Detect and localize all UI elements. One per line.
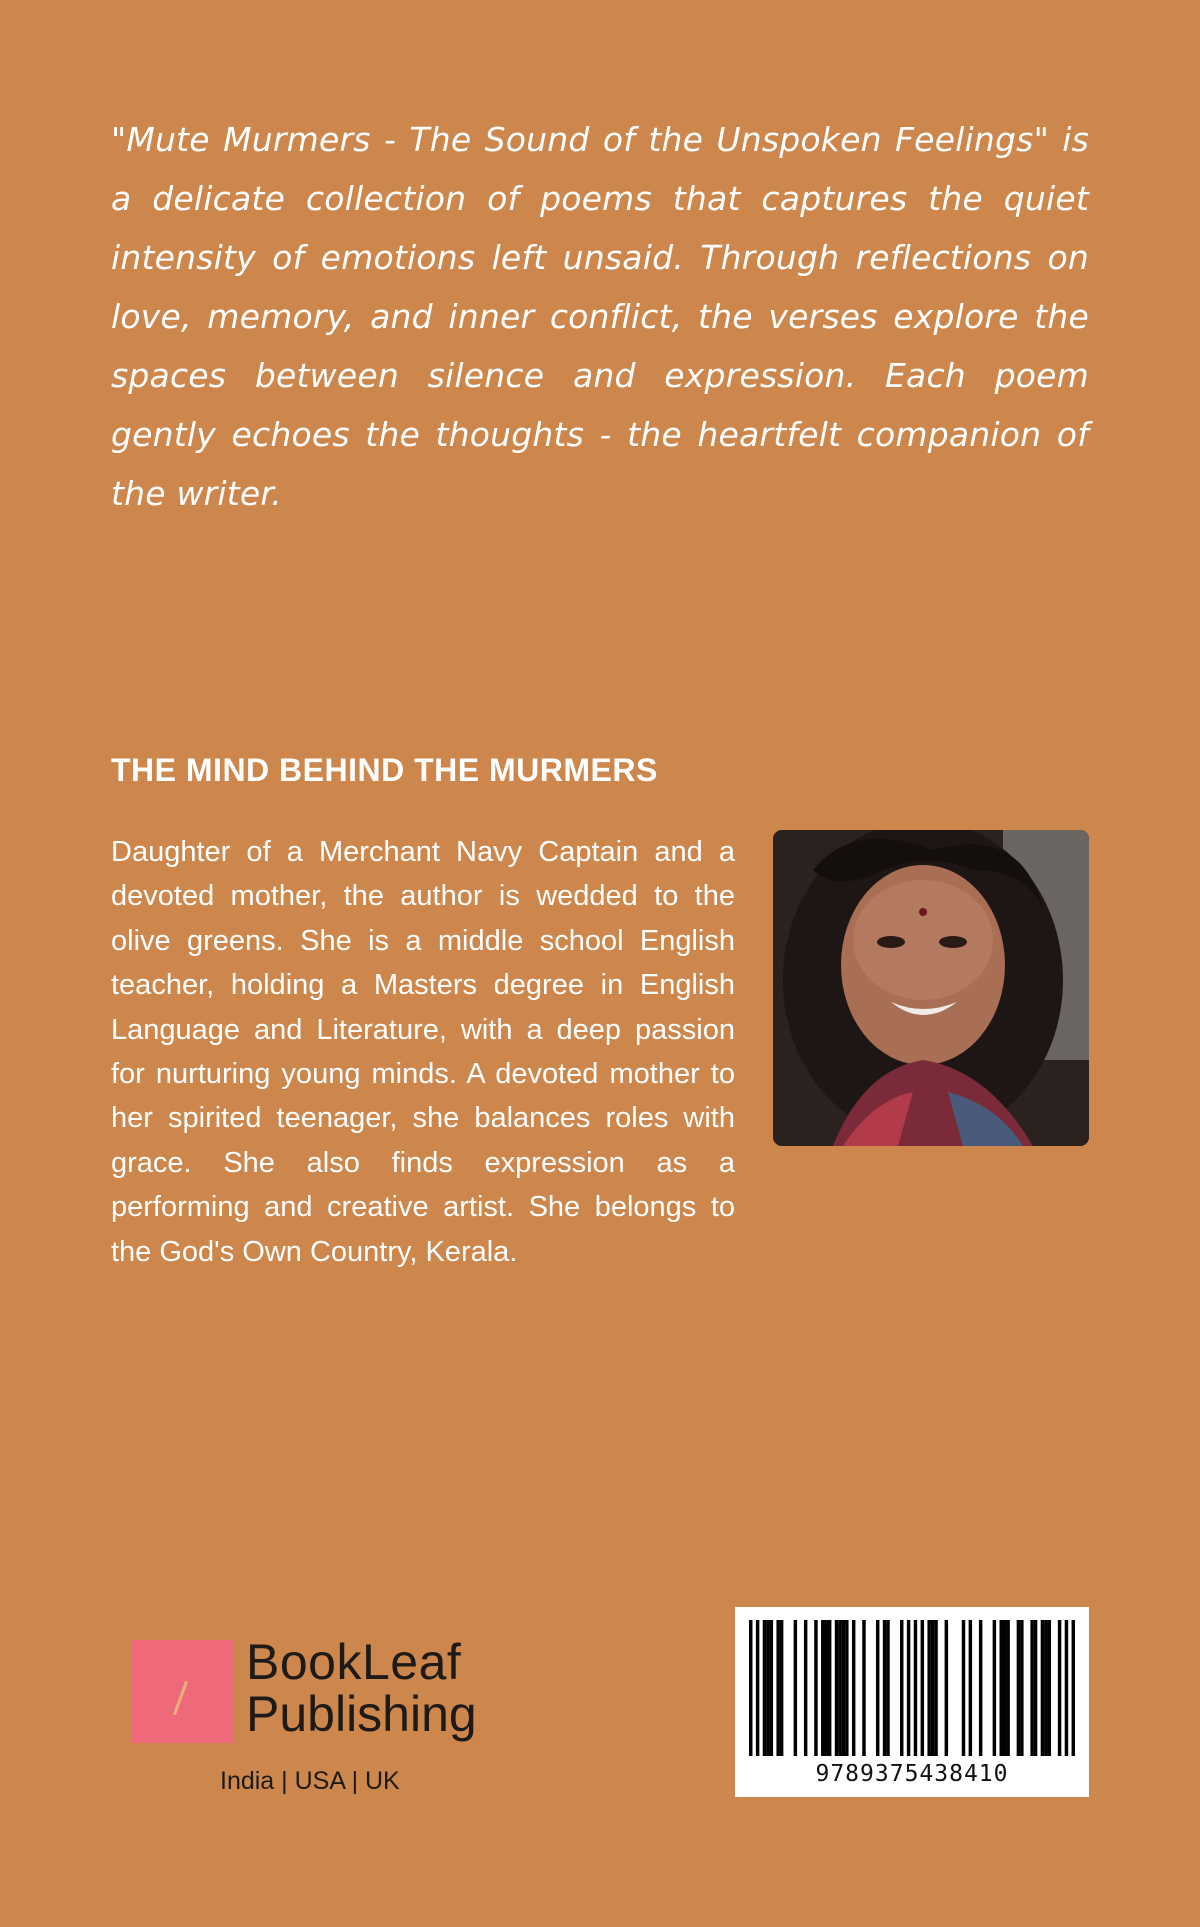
back-cover-blurb: "Mute Murmers - The Sound of the Unspoken Feelings" is a delicate collection of poems that captures the quiet intensity of emotions left unsaid. Through reflections on love, memory, and inner conflict, the verses explore the spaces between silence and expression. Each poem gently echoes the thoughts - the heartfelt companion of the writer. bbox=[111, 120, 1089, 513]
barcode-bar bbox=[835, 1620, 838, 1756]
barcode-bar bbox=[914, 1620, 917, 1756]
barcode-bar bbox=[824, 1620, 827, 1756]
barcode-bar bbox=[1034, 1620, 1037, 1756]
barcode-bar bbox=[907, 1620, 910, 1756]
barcode-bar bbox=[862, 1620, 865, 1756]
barcode-bar bbox=[934, 1620, 937, 1756]
barcode-bar bbox=[1048, 1620, 1051, 1756]
author-section-heading: THE MIND BEHIND THE MURMERS bbox=[111, 752, 658, 788]
isbn-barcode bbox=[735, 1607, 1089, 1797]
barcode-bar bbox=[927, 1620, 930, 1756]
barcode-bar bbox=[828, 1620, 831, 1756]
barcode-bar bbox=[804, 1620, 807, 1756]
publisher-logo bbox=[131, 1634, 521, 1800]
barcode-bar bbox=[1006, 1620, 1009, 1756]
barcode-bar bbox=[1017, 1620, 1020, 1756]
barcode-bar bbox=[852, 1620, 855, 1756]
author-bio: Daughter of a Merchant Navy Captain and a devoted mother, the author is wedded to the olive greens. She is a middle school English teacher, holding a Masters degree in English Language and Literature, with a deep passion for nurturing young minds. A devoted mother to her spirited teenager, she balances roles with grace. She also finds expression as a performing and creative artist. She belongs to the God's Own Country, Kerala. bbox=[111, 836, 735, 1268]
barcode-bar bbox=[780, 1620, 783, 1756]
barcode-bar bbox=[1003, 1620, 1006, 1756]
barcode-bar bbox=[845, 1620, 848, 1756]
barcode-bar bbox=[814, 1620, 817, 1756]
barcode-bar bbox=[842, 1620, 845, 1756]
barcode-bar bbox=[931, 1620, 934, 1756]
barcode-bar bbox=[876, 1620, 879, 1756]
barcode-bar bbox=[1030, 1620, 1033, 1756]
publisher-name-line1: BookLeaf bbox=[246, 1634, 462, 1690]
barcode-bar bbox=[838, 1620, 841, 1756]
barcode-bar bbox=[883, 1620, 886, 1756]
publisher-name-line2: Publishing bbox=[246, 1686, 477, 1742]
barcode-bar bbox=[776, 1620, 779, 1756]
barcode-bars bbox=[749, 1620, 1075, 1756]
author-photo bbox=[773, 830, 1089, 1146]
barcode-bar bbox=[1044, 1620, 1047, 1756]
barcode-bar bbox=[1065, 1620, 1068, 1756]
barcode-bar bbox=[1041, 1620, 1044, 1756]
barcode-bar bbox=[821, 1620, 824, 1756]
barcode-bar bbox=[886, 1620, 889, 1756]
barcode-bar bbox=[749, 1620, 752, 1756]
barcode-bar bbox=[962, 1620, 965, 1756]
barcode-bar bbox=[756, 1620, 759, 1756]
barcode-bar bbox=[979, 1620, 982, 1756]
barcode-bar bbox=[763, 1620, 766, 1756]
publisher-logo-mark bbox=[131, 1640, 234, 1743]
barcode-bar bbox=[1058, 1620, 1061, 1756]
barcode-bar bbox=[969, 1620, 972, 1756]
barcode-bar bbox=[770, 1620, 773, 1756]
barcode-bar bbox=[766, 1620, 769, 1756]
barcode-bar bbox=[945, 1620, 948, 1756]
barcode-bar bbox=[794, 1620, 797, 1756]
leaf-slash-icon bbox=[173, 1681, 188, 1716]
barcode-bar bbox=[1020, 1620, 1023, 1756]
publisher-regions: India | USA | UK bbox=[220, 1767, 400, 1795]
barcode-bar bbox=[1000, 1620, 1003, 1756]
barcode-bar bbox=[993, 1620, 996, 1756]
barcode-bar bbox=[921, 1620, 924, 1756]
barcode-bar bbox=[1072, 1620, 1075, 1756]
isbn-number: 9789375438410 bbox=[815, 1761, 1009, 1787]
barcode-bar bbox=[900, 1620, 903, 1756]
